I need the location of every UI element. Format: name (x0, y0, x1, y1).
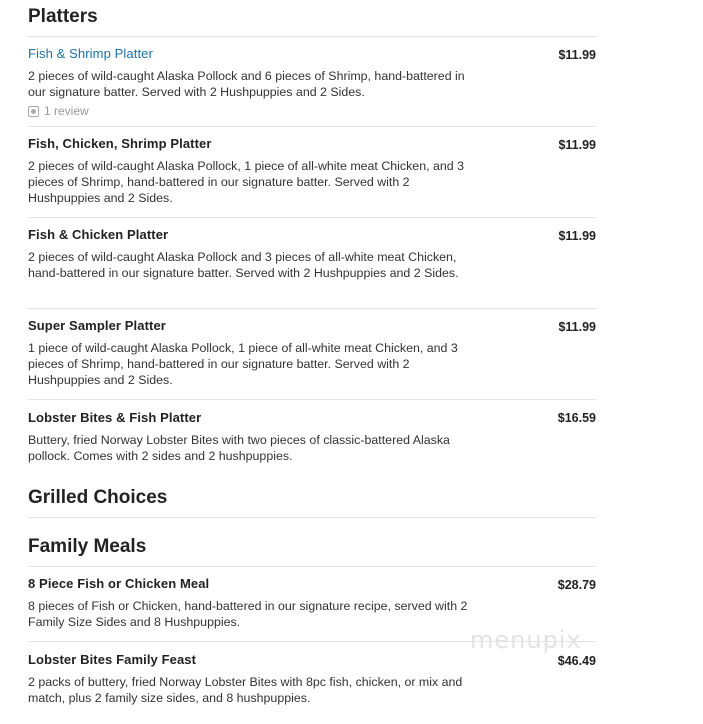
item-description: 2 pieces of wild-caught Alaska Pollock and 3 pieces of all-white meat Chicken, hand-battered in our signature batter. Served with 2 Hushpuppies and 2 Sides. (28, 250, 459, 280)
item-price: $11.99 (558, 48, 596, 62)
menu-item (28, 127, 596, 218)
section-family-meals (28, 518, 596, 712)
item-description: 8 pieces of Fish or Chicken, hand-battered in our signature recipe, served with 2 Family Size Sides and 8 Hushpuppies. (28, 599, 468, 629)
item-price: $11.99 (558, 320, 596, 334)
menu-item (28, 400, 596, 470)
item-name: Lobster Bites & Fish Platter (28, 410, 202, 425)
section-title: Platters (28, 6, 596, 37)
item-name: Lobster Bites Family Feast (28, 652, 197, 667)
item-description: Buttery, fried Norway Lobster Bites with two pieces of classic-battered Alaska pollock. Comes with 2 sides and 2 hushpuppies. (28, 433, 450, 463)
section-title: Grilled Choices (28, 487, 596, 518)
item-price: $11.99 (558, 229, 596, 243)
menu-item (28, 37, 596, 127)
item-description: 2 pieces of wild-caught Alaska Pollock and 6 pieces of Shrimp, hand-battered in our signature batter. Served with 2 Hushpuppies and 2 Sides. (28, 69, 465, 99)
section-grilled-choices (28, 470, 596, 518)
review-link[interactable] (28, 104, 89, 118)
menu (28, 0, 596, 712)
item-description: 2 pieces of wild-caught Alaska Pollock, 1 piece of all-white meat Chicken, and 3 pieces of Shrimp, hand-battered in our signature batter. Served with 2 Hushpuppies and 2 Sides. (28, 159, 464, 205)
item-price: $28.79 (557, 578, 596, 592)
item-price: $11.99 (558, 138, 596, 152)
section-title: Family Meals (28, 536, 596, 567)
item-description: 2 packs of buttery, fried Norway Lobster Bites with 8pc fish, chicken, or mix and match, plus 2 family size sides, and 8 hushpuppies. (28, 675, 463, 705)
review-count: 1 review (44, 104, 89, 118)
item-name-link[interactable]: Fish & Shrimp Platter (28, 46, 153, 61)
menu-item (28, 218, 596, 309)
watermark: menupix (470, 626, 582, 654)
item-price: $16.59 (557, 411, 596, 425)
item-name: 8 Piece Fish or Chicken Meal (28, 576, 210, 591)
item-price: $46.49 (557, 654, 596, 668)
item-description: 1 piece of wild-caught Alaska Pollock, 1 piece of all-white meat Chicken, and 3 pieces of Shrimp, hand-battered in our signature batter. Served with 2 Hushpuppies and 2 Sides. (28, 341, 458, 387)
section-platters (28, 0, 596, 470)
item-name: Fish & Chicken Platter (28, 227, 169, 242)
review-icon (28, 106, 39, 117)
item-name: Super Sampler Platter (28, 318, 166, 333)
item-name: Fish, Chicken, Shrimp Platter (28, 136, 212, 151)
menu-item (28, 309, 596, 400)
